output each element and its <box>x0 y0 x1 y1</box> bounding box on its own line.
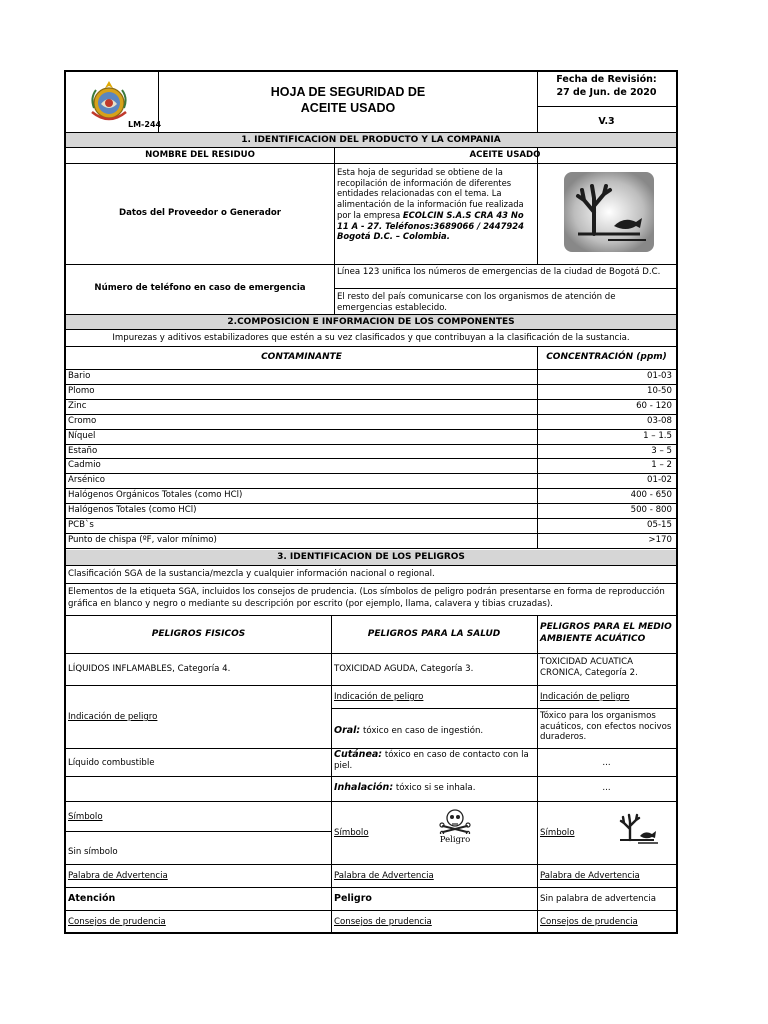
physical-symbol-label: Símbolo <box>68 812 103 822</box>
safety-data-sheet <box>64 70 678 934</box>
health-hazard-indication: Indicación de peligro <box>334 692 424 702</box>
environment-ellipsis-1: ... <box>602 758 611 768</box>
environment-ellipsis-2: ... <box>602 783 611 793</box>
environment-hazard-icon <box>616 812 660 846</box>
column-environment-hazards-line2: AMBIENTE ACUÁTICO <box>540 634 646 644</box>
section2-title: 2.COMPOSICION E INFORMACION DE LOS COMPONENTES <box>66 315 676 329</box>
composition-row-name: PCB`s <box>68 520 94 530</box>
health-warning-word-label: Palabra de Advertencia <box>334 871 434 881</box>
document-code: LM-244 <box>128 120 162 129</box>
residue-name-label: NOMBRE DEL RESIDUO <box>145 150 255 160</box>
label-elements-line-2: gráfica en blanco y negro o mediante su descripción por escrito (por ejemplo, llama, calavera y tibias cruzadas). <box>68 599 553 609</box>
health-prudence-label: Consejos de prudencia <box>334 917 432 927</box>
oral-label: Oral: <box>334 725 361 736</box>
composition-row-name: Cadmio <box>68 460 101 471</box>
composition-row-name: Plomo <box>68 385 95 396</box>
composition-row-value: 01-02 <box>647 475 672 486</box>
physical-warning-word-label: Palabra de Advertencia <box>68 871 168 881</box>
oral-hazard <box>334 726 483 737</box>
emergency-line-1: Línea 123 unifica los números de emergencias de la ciudad de Bogotá D.C. <box>337 267 661 277</box>
emblem-logo-icon <box>84 78 134 128</box>
composition-row-name: Punto de chispa (ºF, valor mínimo) <box>68 534 217 545</box>
environment-warning-word-label: Palabra de Advertencia <box>540 871 640 881</box>
environment-warning-word: Sin palabra de advertencia <box>540 894 656 904</box>
cutaneous-label: Cutánea: <box>334 749 383 760</box>
health-warning-word: Peligro <box>334 893 372 904</box>
revision-label: Fecha de Revisión: <box>556 74 657 85</box>
physical-prudence-label: Consejos de prudencia <box>68 917 166 927</box>
composition-row-value: 05-15 <box>647 520 672 530</box>
section3-title: 3. IDENTIFICACION DE LOS PELIGROS <box>66 550 676 565</box>
logo-cell <box>66 72 162 132</box>
provider-company: ECOLCIN S.A.S CRA 43 No 11 A - 27. Teléfonos:3689066 / 2447924 Bogotá D.C. – Colombia. <box>337 209 524 242</box>
version-label: V.3 <box>598 116 615 127</box>
section1-title: 1. IDENTIFICACION DEL PRODUCTO Y LA COMPANIA <box>66 133 676 147</box>
column-physical-hazards: PELIGROS FISICOS <box>151 629 246 639</box>
skull-caption: Peligro <box>439 835 471 845</box>
cutaneous-hazard <box>334 750 532 771</box>
composition-row-name: Halógenos Totales (como HCl) <box>68 505 197 516</box>
residue-name-value: ACEITE USADO <box>469 150 541 160</box>
column-environment-hazards-line1: PELIGROS PARA EL MEDIO <box>540 622 672 632</box>
environment-category: TOXICIDAD ACUATICA CRONICA, Categoría 2. <box>540 657 638 678</box>
health-category: TOXICIDAD AGUDA, Categoría 3. <box>334 664 474 674</box>
composition-row-name: Zinc <box>68 400 87 411</box>
skull-crossbones-icon <box>437 808 473 834</box>
composition-row-value: 3 – 5 <box>651 445 672 456</box>
composition-row-name: Arsénico <box>68 475 105 486</box>
composition-row-value: 01-03 <box>647 371 672 381</box>
health-symbol-label: Símbolo <box>334 828 369 838</box>
environment-hazard-icon <box>564 172 654 252</box>
document-title-line1: HOJA DE SEGURIDAD DE <box>270 85 426 99</box>
composition-row-value: 10-50 <box>647 385 672 396</box>
composition-row-name: Cromo <box>68 415 97 426</box>
environment-indication-text: Tóxico para los organismos acuáticos, con efectos nocivos duraderos. <box>540 711 672 742</box>
skull-pictogram <box>437 808 473 848</box>
physical-warning-word: Atención <box>68 893 116 904</box>
inhalation-text: tóxico si se inhala. <box>395 783 476 793</box>
physical-hazard-indication: Indicación de peligro <box>68 712 158 722</box>
provider-info <box>337 167 535 242</box>
inhalation-hazard <box>334 783 475 794</box>
provider-label: Datos del Proveedor o Generador <box>118 208 281 218</box>
column-contaminant: CONTAMINANTE <box>261 352 342 362</box>
composition-row-value: 1 – 2 <box>651 460 672 471</box>
composition-row-name: Níquel <box>68 430 96 441</box>
environment-hazard-indication: Indicación de peligro <box>540 692 630 702</box>
composition-row-value: 60 - 120 <box>636 400 672 411</box>
label-elements-line-1: Elementos de la etiqueta SGA, incluidos los consejos de prudencia. (Los símbolos de peligro podrán presentarse en forma de reproducción <box>68 587 665 597</box>
composition-row-value: 1 – 1.5 <box>643 430 672 441</box>
composition-row-value: 500 - 800 <box>630 505 672 516</box>
emergency-phone-label: Número de teléfono en caso de emergencia <box>94 283 306 293</box>
column-concentration: CONCENTRACIÓN (ppm) <box>546 352 667 362</box>
inhalation-label: Inhalación: <box>334 782 394 793</box>
composition-row-value: 400 - 650 <box>630 490 672 501</box>
cutaneous-text: tóxico en caso de contacto con la piel. <box>334 750 529 771</box>
document-title-line2: ACEITE USADO <box>300 101 396 115</box>
revision-date: 27 de Jun. de 2020 <box>556 87 657 98</box>
provider-text: Esta hoja de seguridad se obtiene de la recopilación de información de diferentes entidades relacionadas con el tema. La alimentación de la información fue realizada por la empresa <box>337 167 524 220</box>
composition-row-value: >170 <box>648 534 672 545</box>
physical-no-symbol: Sin símbolo <box>68 847 118 857</box>
composition-intro: Impurezas y aditivos estabilizadores que estén a su vez clasificados y que contribuyan a la clasificación de la sustancia. <box>112 333 630 343</box>
physical-category: LÍQUIDOS INFLAMABLES, Categoría 4. <box>68 664 231 674</box>
sga-classification: Clasificación SGA de la sustancia/mezcla y cualquier información nacional o regional. <box>68 569 435 579</box>
environment-prudence-label: Consejos de prudencia <box>540 917 638 927</box>
column-health-hazards: PELIGROS PARA LA SALUD <box>367 629 501 639</box>
emergency-line-2: El resto del país comunicarse con los organismos de atención de emergencias establecido. <box>337 292 616 313</box>
composition-row-name: Halógenos Orgánicos Totales (como HCl) <box>68 490 243 501</box>
composition-row-name: Bario <box>68 371 91 381</box>
composition-row-value: 03-08 <box>647 415 672 426</box>
composition-row-name: Estaño <box>68 445 98 456</box>
combustible-liquid: Líquido combustible <box>68 758 155 768</box>
environment-pictogram <box>564 172 654 252</box>
oral-text: tóxico en caso de ingestión. <box>362 726 484 736</box>
environment-symbol-label: Símbolo <box>540 828 575 838</box>
environment-pictogram-small <box>616 812 660 846</box>
